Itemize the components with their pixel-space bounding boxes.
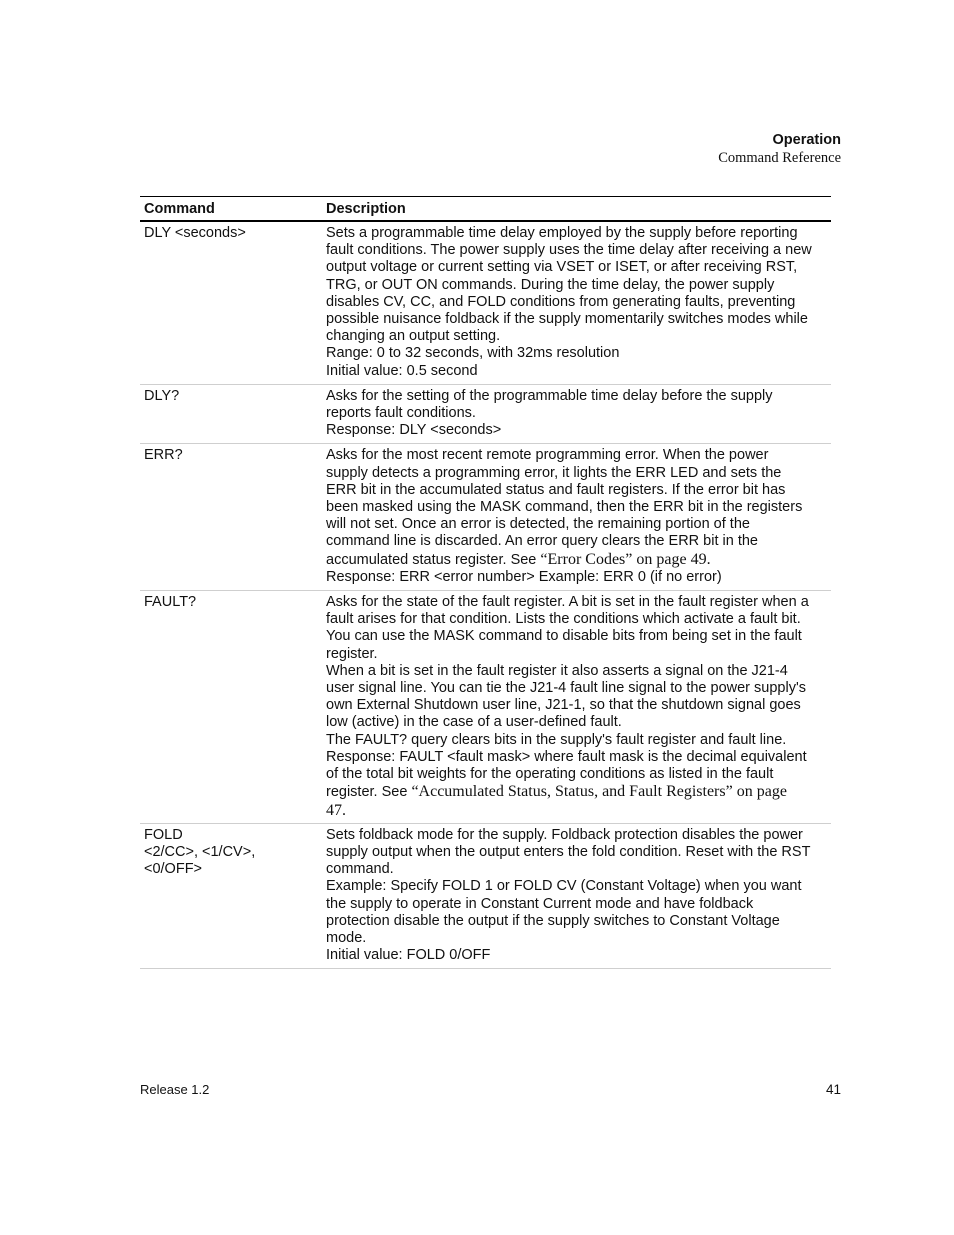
- description-cell: [326, 827, 831, 965]
- description-line: Asks for the setting of the programmable time delay before the supply: [326, 387, 773, 404]
- description-line: Response: DLY <seconds>: [326, 422, 502, 439]
- description-line: Response: FAULT <fault mask> where fault mask is the decimal equivalent: [326, 748, 807, 765]
- description-cell: [326, 388, 831, 440]
- description-line: ERR bit in the accumulated status and fault registers. If the error bit has: [326, 481, 786, 498]
- description-line: You can use the MASK command to disable bits from being set in the fault: [326, 628, 802, 645]
- column-header-description: Description: [326, 201, 406, 217]
- command-table: [140, 196, 831, 969]
- page-number: 41: [825, 1082, 841, 1097]
- command-line: FOLD: [144, 826, 183, 843]
- table-row: [140, 444, 831, 591]
- cross-reference-link[interactable]: “Error Codes” on page 49.: [540, 550, 711, 568]
- description-line: Asks for the state of the fault register. A bit is set in the fault register when a: [326, 594, 809, 611]
- description-line: low (active) in the case of a user-defined fault.: [326, 714, 622, 731]
- description-line: mode.: [326, 929, 367, 946]
- description-cell: [326, 594, 831, 819]
- description-text: accumulated status register. See: [326, 551, 541, 568]
- description-line: register.: [326, 645, 378, 662]
- table-row: [140, 385, 831, 445]
- release-label: Release 1.2: [140, 1082, 210, 1097]
- description-cell: [326, 225, 831, 380]
- subsection-title: Command Reference: [718, 150, 841, 166]
- command-cell: DLY?: [144, 387, 180, 404]
- table-row: [140, 591, 831, 824]
- description-line: [326, 783, 823, 801]
- description-line: protection disable the output if the supply switches to Constant Voltage: [326, 912, 780, 929]
- command-cell: DLY <seconds>: [144, 225, 246, 241]
- description-line: The FAULT? query clears bits in the supply's fault register and fault line.: [326, 731, 787, 748]
- command-line: <0/OFF>: [144, 861, 203, 878]
- description-line: user signal line. You can tie the J21-4 fault line signal to the power supply's: [326, 680, 806, 697]
- cross-reference-link-continued[interactable]: 47.: [326, 801, 346, 819]
- description-line: Sets a programmable time delay employed by the supply before reporting: [326, 225, 798, 241]
- description-line: command line is discarded. An error query clears the ERR bit in the: [326, 533, 758, 550]
- description-line: will not set. Once an error is detected, the remaining portion of the: [326, 516, 750, 533]
- description-line: reports fault conditions.: [326, 405, 476, 422]
- description-cell: [326, 447, 831, 586]
- description-text: register. See: [326, 784, 412, 801]
- table-row: [140, 222, 831, 385]
- description-line: Range: 0 to 32 seconds, with 32ms resolution: [326, 345, 620, 362]
- table-row: [140, 824, 831, 970]
- description-line: of the total bit weights for the operating conditions as listed in the fault: [326, 766, 774, 783]
- description-line: supply output when the output enters the fold condition. Reset with the RST: [326, 843, 811, 860]
- description-line: the supply to operate in Constant Current mode and have foldback: [326, 895, 754, 912]
- description-line: changing an output setting.: [326, 328, 501, 345]
- description-line: supply detects a programming error, it lights the ERR LED and sets the: [326, 464, 782, 481]
- description-line: Initial value: 0.5 second: [326, 362, 478, 379]
- description-line: Initial value: FOLD 0/OFF: [326, 947, 491, 964]
- cross-reference-link[interactable]: “Accumulated Status, Status, and Fault Registers” on page: [411, 783, 787, 801]
- page-header: [718, 131, 841, 167]
- description-line: possible nuisance foldback if the supply momentarily switches modes while: [326, 311, 808, 328]
- description-line: output voltage or current setting via VSET or ISET, or after receiving RST,: [326, 259, 798, 276]
- description-line: fault arises for that condition. Lists the conditions which activate a fault bit.: [326, 611, 801, 628]
- command-cell: [140, 827, 326, 965]
- table-header-row: [140, 197, 831, 222]
- description-line: When a bit is set in the fault register it also asserts a signal on the J21-4: [326, 662, 788, 679]
- description-line: own External Shutdown user line, J21-1, so that the shutdown signal goes: [326, 697, 801, 714]
- description-line: [326, 551, 823, 569]
- description-line: Example: Specify FOLD 1 or FOLD CV (Constant Voltage) when you want: [326, 878, 802, 895]
- description-line: fault conditions. The power supply uses the time delay after receiving a new: [326, 242, 812, 259]
- command-cell: FAULT?: [144, 594, 197, 611]
- description-line: Sets foldback mode for the supply. Foldback protection disables the power: [326, 826, 803, 843]
- description-line: Response: ERR <error number> Example: ERR 0 (if no error): [326, 568, 722, 585]
- section-title: Operation: [772, 132, 841, 148]
- description-line: Asks for the most recent remote programming error. When the power: [326, 447, 769, 464]
- description-line: been masked using the MASK command, then the ERR bit in the registers: [326, 499, 803, 516]
- column-header-command: Command: [144, 201, 215, 217]
- command-line: <2/CC>, <1/CV>,: [144, 843, 256, 860]
- description-line: disables CV, CC, and FOLD conditions from generating faults, preventing: [326, 293, 796, 310]
- description-line: TRG, or OUT ON commands. During the time delay, the power supply: [326, 276, 775, 293]
- description-line: command.: [326, 861, 394, 878]
- command-cell: ERR?: [144, 447, 183, 464]
